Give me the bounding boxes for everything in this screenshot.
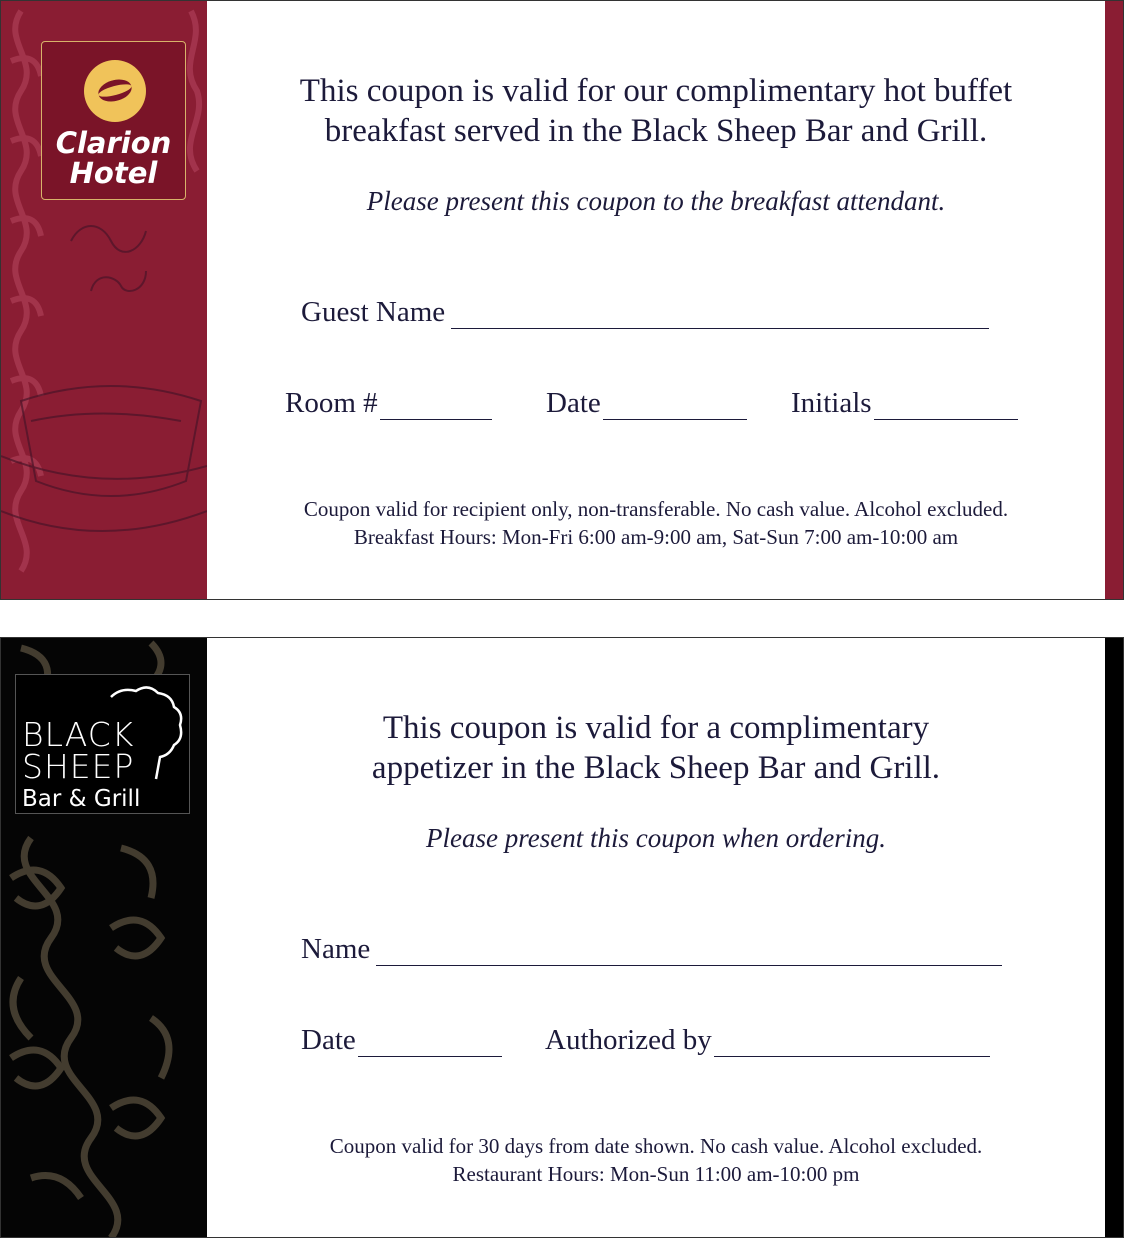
hours-line: Breakfast Hours: Mon-Fri 6:00 am-9:00 am, Sat-Sun 7:00 am-10:00 am [353,525,959,549]
date-label: Date [546,387,601,419]
clarion-coupon-body [207,1,1105,599]
coupon-instruction: Please present this coupon when ordering. [426,823,886,853]
coupon-headline [207,708,1105,788]
room-label: Room # [285,387,378,419]
clarion-hotel-logo [41,41,186,200]
guest-name-line[interactable] [451,302,989,329]
clarion-right-edge [1105,1,1123,599]
authorized-by-label: Authorized by [545,1024,712,1056]
name-line[interactable] [376,939,1002,966]
clarion-swoosh-icon [84,60,146,122]
date-label: Date [301,1024,356,1056]
initials-label: Initials [791,387,872,419]
headline-line-2: breakfast served in the Black Sheep Bar and Grill. [324,113,988,149]
room-field[interactable] [285,387,492,420]
guest-name-field[interactable] [301,296,989,329]
logo-line-clarion: Clarion [55,126,172,160]
headline-line-1: This coupon is valid for our complimentary hot buffet [299,73,1013,109]
guest-name-label: Guest Name [301,296,446,328]
coupon-terms [207,1132,1105,1188]
logo-line-bar-grill: Bar & Grill [22,786,141,812]
logo-line-black: BLACK [22,715,135,754]
initials-line[interactable] [874,393,1018,420]
date-line[interactable] [603,393,747,420]
hours-line: Restaurant Hours: Mon-Sun 11:00 am-10:00 pm [452,1162,860,1186]
clarion-breakfast-coupon [0,0,1124,600]
room-line[interactable] [380,393,492,420]
authorized-by-field[interactable] [545,1024,990,1057]
clarion-side-panel [1,1,207,599]
name-field[interactable] [301,933,1002,966]
date-line[interactable] [358,1030,502,1057]
coupon-instruction: Please present this coupon to the breakfast attendant. [366,186,946,216]
name-label: Name [301,933,371,965]
headline-line-1: This coupon is valid for a complimentary [382,710,930,746]
black-sheep-side-panel [1,638,207,1237]
black-sheep-logo [15,674,190,814]
logo-line-hotel: Hotel [69,156,158,190]
black-sheep-appetizer-coupon [0,637,1124,1238]
headline-line-2: appetizer in the Black Sheep Bar and Grill. [371,750,941,786]
clarion-logo-text [42,128,185,188]
coupon-headline [207,71,1105,151]
black-sheep-coupon-body [207,638,1105,1237]
date-field[interactable] [301,1024,502,1057]
date-field[interactable] [546,387,747,420]
authorized-by-line[interactable] [714,1030,990,1057]
terms-line: Coupon valid for recipient only, non-transferable. No cash value. Alcohol excluded. [303,497,1009,521]
black-sheep-right-edge [1105,638,1123,1237]
logo-line-sheep: SHEEP [22,747,135,786]
initials-field[interactable] [791,387,1018,420]
terms-line: Coupon valid for 30 days from date shown. No cash value. Alcohol excluded. [329,1134,983,1158]
coupon-terms [207,495,1105,551]
